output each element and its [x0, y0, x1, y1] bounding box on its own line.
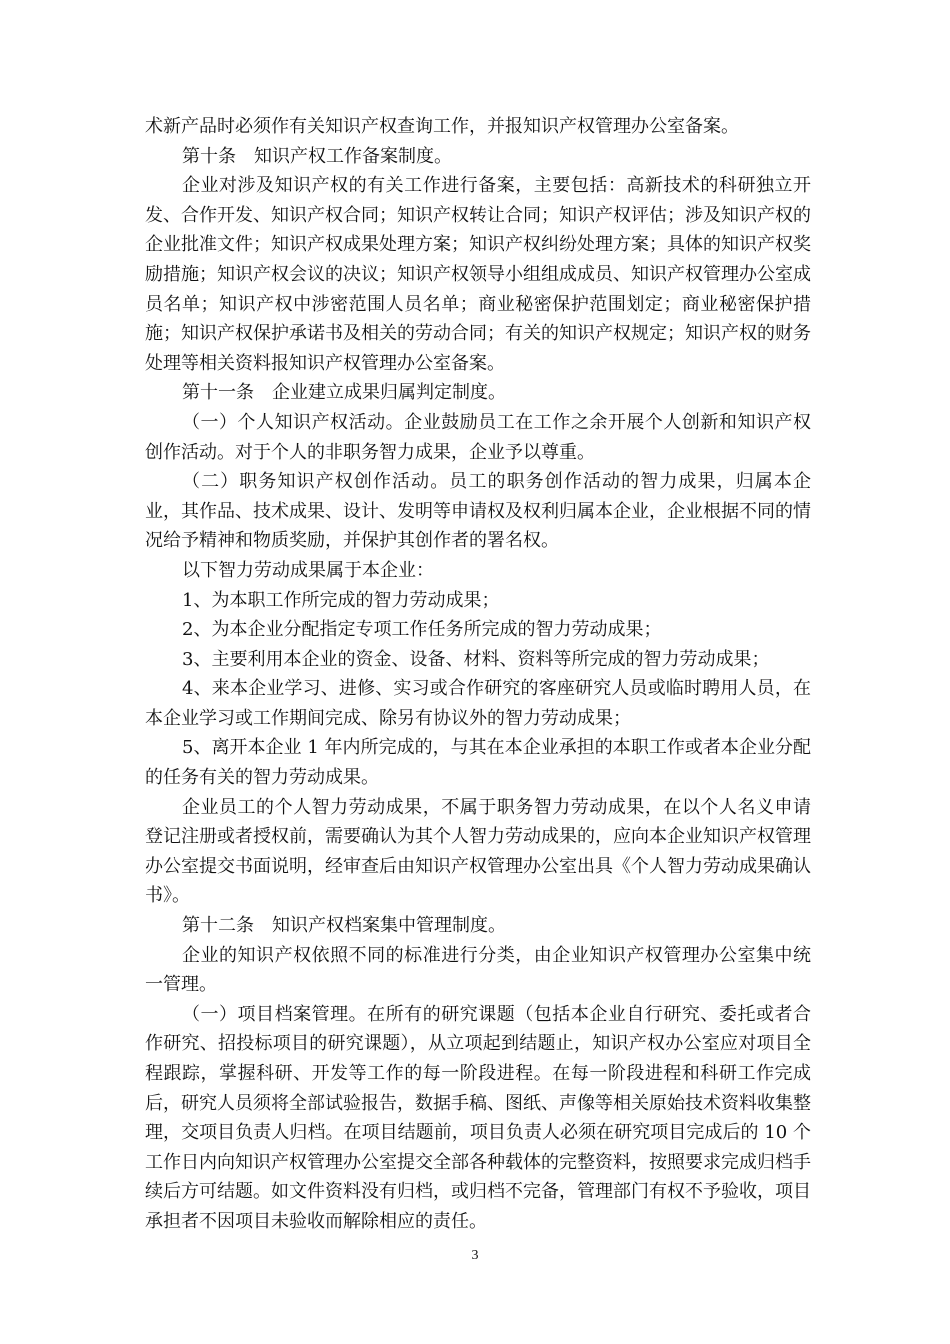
article-heading: 第十条 知识产权工作备案制度。	[182, 145, 452, 167]
list-item: 4、来本企业学习、进修、实习或合作研究的客座研究人员或临时聘用人员，在本企业学习或工作期间完成、除另有协议外的智力劳动成果；	[145, 678, 811, 729]
list-item: 3、主要利用本企业的资金、设备、材料、资料等所完成的智力劳动成果；	[182, 648, 770, 670]
list-item: 1、为本职工作所完成的智力劳动成果；	[182, 589, 500, 611]
paragraph: 企业员工的个人智力劳动成果，不属于职务智力劳动成果，在以个人名义申请登记注册或者授权前，需要确认为其个人智力劳动成果的，应向本企业知识产权管理办公室提交书面说明，经审查后由知识产权管理办公室出具《个人智力劳动成果确认书》。	[145, 796, 811, 907]
article-heading: 第十一条 企业建立成果归属判定制度。	[182, 382, 506, 404]
paragraph: 以下智力劳动成果属于本企业：	[182, 559, 434, 581]
paragraph: （二）职务知识产权创作活动。员工的职务创作活动的智力成果，归属本企业，其作品、技术成果、设计、发明等申请权及权利归属本企业，企业根据不同的情况给予精神和物质奖励，并保护其创作者的署名权。	[145, 471, 811, 552]
paragraph: 术新产品时必须作有关知识产权查询工作，并报知识产权管理办公室备案。	[145, 116, 739, 137]
paragraph: 企业对涉及知识产权的有关工作进行备案，主要包括：高新技术的科研独立开发、合作开发、知识产权合同；知识产权转让合同；知识产权评估；涉及知识产权的企业批准文件；知识产权成果处理方案；知识产权纠纷处理方案；具体的知识产权奖励措施；知识产权会议的决议；知识产权领导小组组成成员、知识产权管理办公室成员名单；知识产权中涉密范围人员名单；商业秘密保护范围划定；商业秘密保护措施；知识产权保护承诺书及相关的劳动合同；有关的知识产权规定；知识产权的财务处理等相关资料报知识产权管理办公室备案。	[145, 175, 811, 374]
page-number: 3	[471, 1248, 479, 1263]
list-item: 2、为本企业分配指定专项工作任务所完成的智力劳动成果；	[182, 619, 662, 641]
paragraph: 企业的知识产权依照不同的标准进行分类，由企业知识产权管理办公室集中统一管理。	[145, 944, 811, 996]
list-item: 5、离开本企业 1 年内所完成的，与其在本企业承担的本职工作或者本企业分配的任务有关的智力劳动成果。	[145, 737, 811, 789]
document-body	[145, 112, 811, 1237]
paragraph: （一）项目档案管理。在所有的研究课题（包括本企业自行研究、委托或者合作研究、招投标项目的研究课题），从立项起到结题止，知识产权办公室应对项目全程跟踪，掌握科研、开发等工作的每一阶段进程。在每一阶段进程和科研工作完成后，研究人员须将全部试验报告，数据手稿、图纸、声像等相关原始技术资料收集整理，交项目负责人归档。在项目结题前，项目负责人必须在研究项目完成后的 10 个工作日内向知识产权管理办公室提交全部各种载体的完整资料，按照要求完成归档手续后方可结题。如文件资料没有归档，或归档不完备，管理部门有权不予验收，项目承担者不因项目未验收而解除相应的责任。	[145, 1003, 811, 1232]
paragraph: （一）个人知识产权活动。企业鼓励员工在工作之余开展个人创新和知识产权创作活动。对于个人的非职务智力成果，企业予以尊重。	[145, 411, 811, 463]
article-heading: 第十二条 知识产权档案集中管理制度。	[182, 915, 506, 937]
